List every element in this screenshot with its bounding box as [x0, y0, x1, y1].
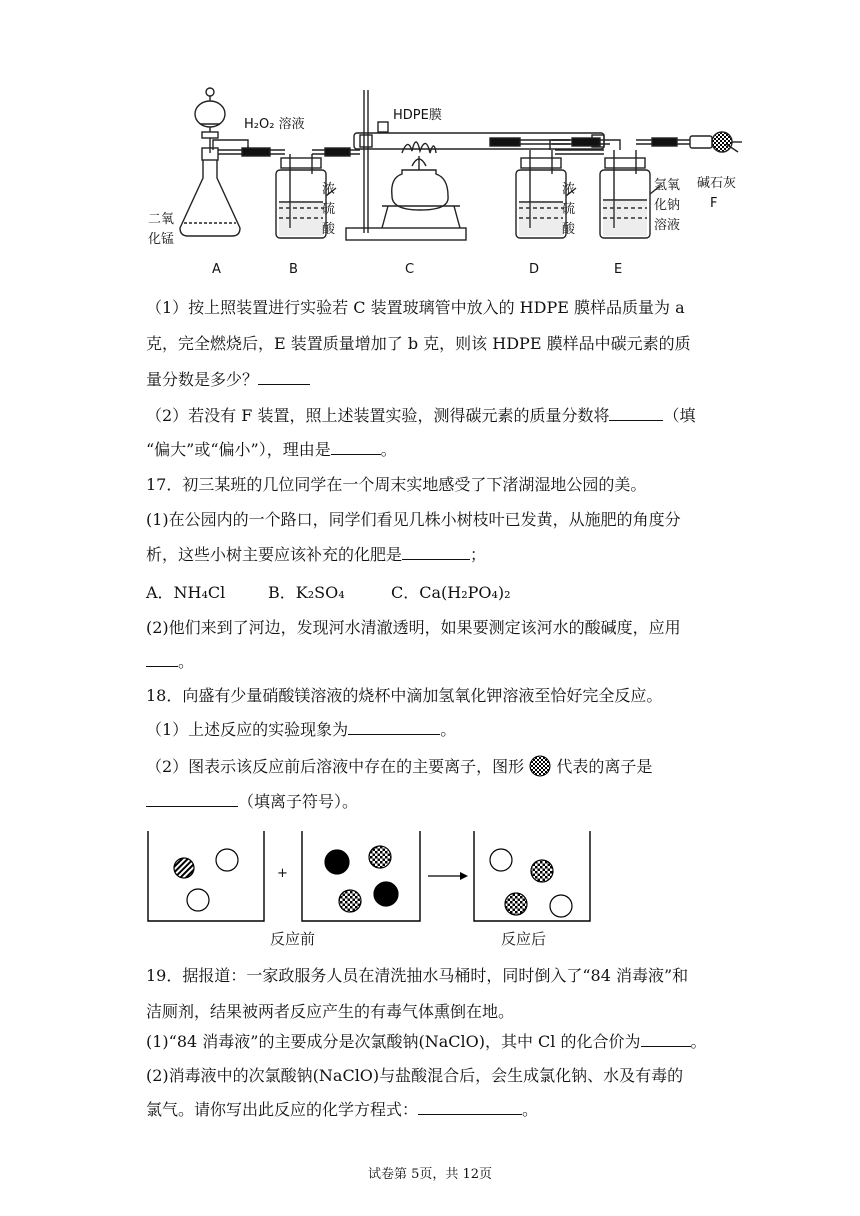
q19-part1-text: (1)“84 消毒液”的主要成分是次氯酸钠(NaClO)，其中 Cl 的化合价为 [146, 1032, 641, 1051]
q18-answer-blank-2[interactable] [146, 792, 238, 807]
q18-part1 [146, 720, 456, 740]
q17-option-a[interactable]: A．NH₄Cl [146, 583, 226, 602]
q16-part1-line1: （1）按上照装置进行实验若 C 装置玻璃管中放入的 HDPE 膜样品质量为 a [146, 298, 685, 317]
q19-part2-line1: (2)消毒液中的次氯酸钠(NaClO)与盐酸混合后，会生成氯化钠、水及有毒的 [146, 1066, 684, 1085]
letter-d: D [529, 262, 540, 277]
q17-answer-blank-2[interactable] [146, 652, 178, 667]
mno2-label-line2: 化锰 [148, 232, 175, 247]
soda-lime-label: 碱石灰 [697, 176, 737, 191]
letter-c: C [405, 262, 415, 277]
q17-option-c[interactable]: C．Ca(H₂PO₄)₂ [391, 583, 511, 602]
b-acid-char-2: 硫 [322, 202, 336, 217]
hdpe-film-label: HDPE膜 [393, 108, 442, 123]
q19-stem-line2: 洁厕剂，结果被两者反应产生的有毒气体熏倒在地。 [146, 1002, 515, 1021]
d-acid-char-3: 酸 [562, 222, 576, 237]
q18-stem: 18．向盛有少量硝酸镁溶液的烧杯中滴加氢氧化钾溶液至恰好完全反应。 [146, 686, 663, 705]
q16-part1-line3-text: 量分数是多少？ [146, 370, 259, 389]
q17-part1-line2-text: 析，这些小树主要应该补充的化肥是 [146, 545, 403, 564]
q19-part2-line2 [146, 1100, 538, 1120]
q16-part2-line2 [146, 440, 397, 460]
page-footer: 试卷第 5页，共 12页 [367, 1167, 493, 1182]
q16-part1-line3 [146, 370, 310, 390]
naoh-line3: 溶液 [654, 218, 681, 233]
letter-b: B [289, 262, 298, 277]
after-reaction-label: 反应后 [501, 930, 547, 948]
before-reaction-label: 反应前 [270, 930, 316, 948]
naoh-line2: 化钠 [654, 198, 681, 213]
q16-answer-blank-1[interactable] [258, 370, 310, 385]
q17-option-b[interactable]: B．K₂SO₄ [268, 583, 345, 602]
q19-part2-line2-text: 氯气。请你写出此反应的化学方程式： [146, 1100, 419, 1119]
q19-stem-line1: 19．据报道：一家政服务人员在清洗抽水马桶时，同时倒入了“84 消毒液”和 [146, 966, 689, 985]
q16-part1-line2: 克，完全燃烧后，E 装置质量增加了 b 克，则该 HDPE 膜样品中碳元素的质 [146, 334, 691, 353]
q17-part2-line2 [146, 652, 194, 672]
q16-part2-line1 [146, 406, 695, 426]
q19-answer-blank-1[interactable] [641, 1032, 691, 1047]
q17-answer-blank-1[interactable] [402, 545, 470, 560]
letter-e: E [614, 262, 623, 277]
q16-part2-line1-text: （2）若没有 F 装置，照上述装置实验，测得碳元素的质量分数将 [146, 406, 610, 425]
q18-answer-blank-1[interactable] [348, 720, 440, 735]
q19-answer-blank-2[interactable] [418, 1100, 522, 1115]
q17-part1-line2-tail: ； [470, 545, 487, 564]
q19-part1-tail: 。 [690, 1032, 707, 1051]
q18-part1-text: （1）上述反应的实验现象为 [146, 720, 349, 739]
b-conc-sulfuric-acid-label [322, 180, 335, 240]
q16-answer-blank-3[interactable] [331, 440, 381, 455]
q16-part2-line1-tail: （填 [663, 406, 696, 425]
q18-part2-line2 [146, 792, 358, 812]
naoh-line1: 氢氧 [654, 178, 681, 193]
q19-part2-line2-tail: 。 [522, 1100, 539, 1119]
d-acid-char-2: 硫 [562, 202, 576, 217]
q18-part2-line1 [146, 755, 652, 777]
q17-part1-line2 [146, 545, 486, 565]
q17-part1-line1: (1)在公园内的一个路口，同学们看见几株小树枝叶已发黄，从施肥的角度分 [146, 510, 681, 529]
b-acid-char-1: 浓 [322, 182, 336, 197]
q16-part2-line2-text: “偏大”或“偏小”），理由是 [146, 440, 331, 459]
q18-part2-line2-tail: （填离子符号）。 [238, 792, 359, 811]
d-conc-sulfuric-acid-label [562, 180, 575, 240]
mno2-label-line1: 二氧 [148, 212, 175, 227]
q16-part2-line2-tail: 。 [380, 440, 397, 459]
q17-part2-line2-tail: 。 [178, 652, 195, 671]
naoh-solution-label [654, 176, 680, 236]
letter-a: A [212, 262, 221, 277]
q17-stem: 17．初三某班的几位同学在一个周末实地感受了下渚湖湿地公园的美。 [146, 475, 647, 494]
h2o2-solution-label: H₂O₂ 溶液 [244, 117, 305, 132]
q18-part2-mid: 代表的离子是 [556, 757, 653, 776]
q19-part1 [146, 1032, 707, 1052]
ion-reaction-diagram [140, 826, 610, 926]
checkered-ion-icon [529, 755, 551, 777]
q18-part1-tail: 。 [440, 720, 457, 739]
q17-part2-line1: (2)他们来到了河边，发现河水清澈透明，如果要测定该河水的酸碱度，应用 [146, 618, 681, 637]
b-acid-char-3: 酸 [322, 222, 336, 237]
q18-part2-text: （2）图表示该反应前后溶液中存在的主要离子，图形 [146, 757, 525, 776]
f-label: F [710, 196, 718, 211]
q16-answer-blank-2[interactable] [609, 406, 663, 421]
d-acid-char-1: 浓 [562, 182, 576, 197]
mno2-label [148, 210, 174, 250]
plus-sign: + [277, 866, 288, 881]
